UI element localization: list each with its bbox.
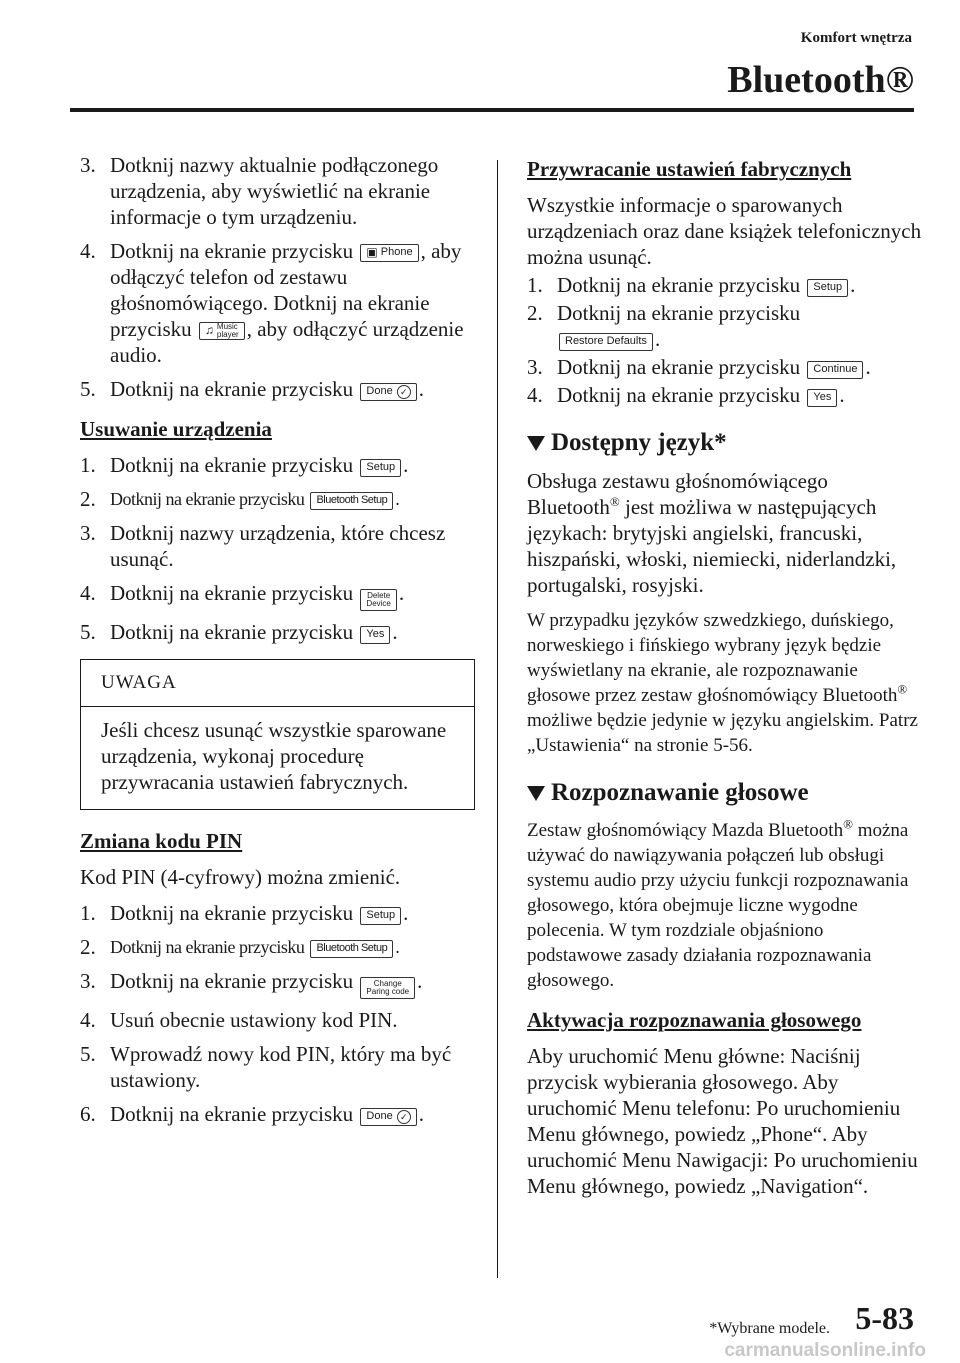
bluetooth-setup-button[interactable]: Bluetooth Setup xyxy=(310,940,393,958)
step-3: 3. Dotknij nazwy aktualnie podłączonego urządzenia, aby wyświetlić na ekranie informacje o tym urządzeniu. xyxy=(80,153,439,229)
setup-button[interactable]: Setup xyxy=(807,279,848,297)
note-heading: UWAGA xyxy=(81,660,474,707)
pin-step-4: 4. Usuń obecnie ustawiony kod PIN. xyxy=(80,1008,398,1032)
setup-button[interactable]: Setup xyxy=(360,907,401,925)
triangle-icon xyxy=(527,436,545,451)
factory-step-3: 3. Dotknij na ekranie przycisku Continue . xyxy=(527,355,871,379)
restore-defaults-button[interactable]: Restore Defaults xyxy=(559,333,653,351)
phone-button[interactable]: ▣ Phone xyxy=(360,244,418,262)
remove-step-5: 5. Dotknij na ekranie przycisku Yes . xyxy=(80,620,398,644)
factory-step-4: 4. Dotknij na ekranie przycisku Yes . xyxy=(527,383,845,407)
page-number: 5-83 xyxy=(855,1300,914,1336)
remove-device-heading: Usuwanie urządzenia xyxy=(80,417,272,441)
left-column xyxy=(80,152,475,1135)
delete-device-button[interactable]: Delete Device xyxy=(360,589,396,611)
page-title: Bluetooth® xyxy=(727,59,914,101)
done-button[interactable]: Done ✓ xyxy=(360,1108,416,1126)
language-paragraph-1: Obsługa zestawu głośnomówiącego Bluetooth® jest możliwa w następujących językach: brytyjski angielski, francuski, hiszpański, włoski, niemiecki, niderlandzki, portugalski, rosyjski. xyxy=(527,469,897,597)
pin-step-6: 6. Dotknij na ekranie przycisku Done ✓ . xyxy=(80,1102,424,1126)
remove-step-4: 4. Dotknij na ekranie przycisku Delete Device . xyxy=(80,580,475,611)
change-pin-heading: Zmiana kodu PIN xyxy=(80,829,243,853)
music-player-button[interactable]: ♫ Music player xyxy=(199,322,245,340)
setup-button[interactable]: Setup xyxy=(360,459,401,477)
step-5: 5. Dotknij na ekranie przycisku Done ✓ . xyxy=(80,377,424,401)
change-pairing-code-button[interactable]: Change Paring code xyxy=(360,977,415,999)
check-icon: ✓ xyxy=(397,385,411,399)
yes-button[interactable]: Yes xyxy=(360,626,390,644)
activate-paragraph: Aby uruchomić Menu główne: Naciśnij przycisk wybierania głosowego. Aby uruchomić Menu telefonu: Po uruchomieniu Menu głównego, powiedz „Phone“. Aby uruchomić Menu Nawigacji: Po uruchomieniu Menu głównego, powiedz „Navigation“. xyxy=(527,1044,918,1198)
right-column xyxy=(527,152,922,1209)
remove-step-3: 3. Dotknij nazwy urządzenia, które chcesz usunąć. xyxy=(80,521,446,571)
remove-step-2: 2. Dotknij na ekranie przycisku Bluetooth Setup . xyxy=(80,487,400,511)
check-icon: ✓ xyxy=(397,1110,411,1124)
remove-step-1: 1. Dotknij na ekranie przycisku Setup . xyxy=(80,453,409,477)
phone-icon: ▣ xyxy=(366,245,378,259)
done-button[interactable]: Done ✓ xyxy=(360,383,416,401)
note-box xyxy=(80,659,475,810)
pin-step-3: 3. Dotknij na ekranie przycisku Change Paring code . xyxy=(80,968,475,999)
pin-intro: Kod PIN (4-cyfrowy) można zmienić. xyxy=(80,865,401,889)
factory-reset-intro: Wszystkie informacje o sparowanych urządzeniach oraz dane książek telefonicznych można usunąć. xyxy=(527,193,922,269)
note-body: Jeśli chcesz usunąć wszystkie sparowane urządzenia, wykonaj procedurę przywracania ustawień fabrycznych. xyxy=(101,718,447,794)
footnote: *Wybrane modele. xyxy=(709,1320,830,1337)
music-note-icon: ♫ xyxy=(204,323,214,337)
factory-step-2: 2. Dotknij na ekranie przycisku Restore Defaults . xyxy=(527,301,801,351)
column-divider xyxy=(497,160,498,1278)
pin-step-1: 1. Dotknij na ekranie przycisku Setup . xyxy=(80,901,409,925)
activate-voice-heading: Aktywacja rozpoznawania głosowego xyxy=(527,1008,862,1032)
step-4: 4. Dotknij na ekranie przycisku ▣ Phone , aby odłączyć telefon od zestawu głośnomówiącego. Dotknij na ekranie przycisku ♫ Music player , aby odłączyć urządzenie audio. xyxy=(80,239,464,367)
voice-recognition-heading: Rozpoznawanie głosowe xyxy=(527,780,922,806)
pin-step-2: 2. Dotknij na ekranie przycisku Bluetooth Setup . xyxy=(80,935,400,959)
continue-button[interactable]: Continue xyxy=(807,361,863,379)
yes-button[interactable]: Yes xyxy=(807,389,837,407)
header-rule xyxy=(70,108,914,112)
voice-paragraph: Zestaw głośnomówiący Mazda Bluetooth® można używać do nawiązywania połączeń lub obsługi systemu audio przy użyciu funkcji rozpoznawania głosowego, która obejmuje liczne wygodne polecenia. W tym rozdziale objaśniono podstawowe zasady działania rozpoznawania głosowego. xyxy=(527,816,909,991)
language-paragraph-2: W przypadku języków szwedzkiego, duńskiego, norweskiego i fińskiego wybrany język będzie wyświetlany na ekranie, ale rozpoznawanie głosowe przez zestaw głośnomówiący Bluetooth® możliwe będzie jedynie w języku angielskim. Patrz „Ustawienia“ na stronie 5-56. xyxy=(527,610,918,756)
factory-reset-heading: Przywracanie ustawień fabrycznych xyxy=(527,157,852,181)
bluetooth-setup-button[interactable]: Bluetooth Setup xyxy=(310,492,393,510)
factory-step-1: 1. Dotknij na ekranie przycisku Setup . xyxy=(527,273,856,297)
triangle-icon xyxy=(527,786,545,801)
header-section: Komfort wnętrza xyxy=(800,30,912,46)
pin-step-5: 5. Wprowadź nowy kod PIN, który ma być ustawiony. xyxy=(80,1042,452,1092)
watermark: carmanualsonline.info xyxy=(724,1340,926,1361)
available-language-heading: Dostępny język* xyxy=(527,430,922,456)
